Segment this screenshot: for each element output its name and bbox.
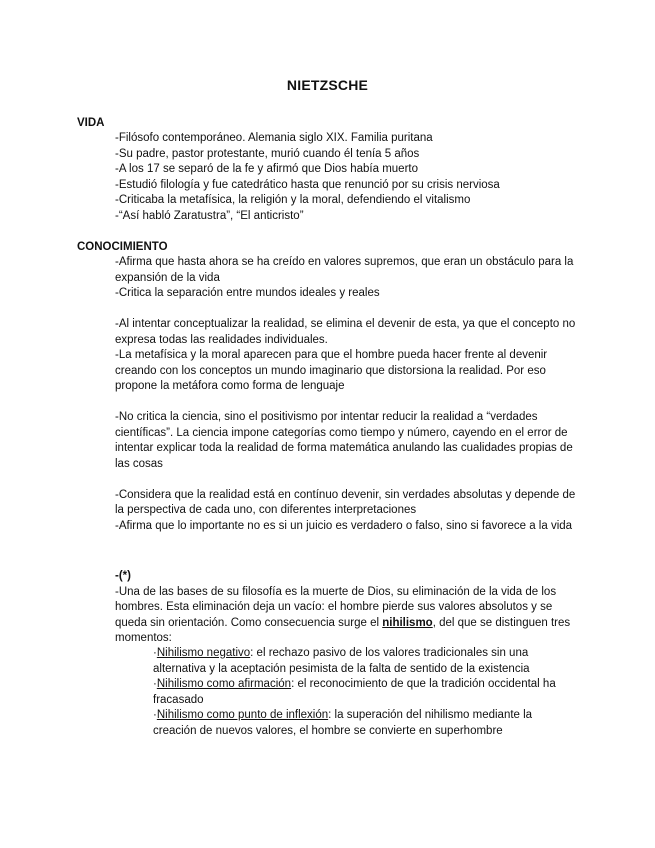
nihilismo-keyword: nihilismo: [382, 616, 433, 629]
moment-text: : el rechazo pasivo de los valores tradicionales sin una alternativa y la aceptación pesimista de la falta de sentido de la existencia: [153, 647, 530, 675]
page-title: NIETZSCHE: [286, 77, 369, 93]
nihilismo-intro-end: , del que se distinguen tres momentos:: [115, 616, 571, 644]
moment-text: : el reconocimiento de que la tradición occidental ha fracasado: [153, 678, 556, 706]
moment-text: : la superación del nihilismo mediante la creación de nuevos valores, el hombre se convierte en superhombre: [153, 709, 533, 737]
section-heading-conocimiento: CONOCIMIENTO: [77, 241, 168, 253]
conocimiento-paragraph: -Al intentar conceptualizar la realidad, se elimina el devenir de esta, ya que el concepto no expresa todas las realidades individuales.: [115, 318, 576, 346]
bullet-dot: ·: [153, 647, 157, 659]
moment-term: Nihilismo como afirmación: [156, 678, 292, 690]
nihilismo-intro-text: -Una de las bases de su filosofía es la muerte de Dios, su eliminación de la vida de los hombres. Esta eliminación deja un vacío: el hombre pierde sus valores absolutos y se queda sin orientación. Como consecuencia surge el: [115, 585, 557, 629]
conocimiento-paragraph: -Considera que la realidad está en contínuo devenir, sin verdades absolutas y depende de la perspectiva de cada uno, con diferentes interpretaciones: [115, 488, 576, 516]
vida-item: -Estudió filología y fue catedrático hasta que renunció por su crisis nerviosa: [115, 178, 500, 191]
conocimiento-body: [115, 255, 580, 534]
conocimiento-paragraph: -Afirma que lo importante no es si un juicio es verdadero o falso, sino si favorece a la vida: [115, 519, 573, 532]
bullet-dot: ·: [153, 678, 157, 690]
nihilismo-moment: [153, 646, 578, 677]
section-heading-vida: VIDA: [77, 117, 105, 129]
conocimiento-paragraph: -La metafísica y la moral aparecen para que el hombre pueda hacer frente al devenir creando con los conceptos un mundo imaginario que distorsiona la realidad. Por eso propone la metáfora como forma de lenguaje: [115, 349, 548, 392]
nihilismo-moment: [153, 677, 578, 708]
vida-item: -Criticaba la metafísica, la religión y la moral, defendiendo el vitalismo: [115, 194, 471, 206]
conocimiento-paragraph: -Afirma que hasta ahora se ha creído en valores supremos, que eran un obstáculo para la expansión de la vida: [115, 256, 574, 284]
nihilismo-intro: [115, 585, 580, 647]
nihilismo-moments: [153, 646, 578, 739]
vida-item: -“Así habló Zaratustra”, “El anticristo”: [115, 209, 304, 222]
moment-term: Nihilismo como punto de inflexión: [156, 709, 329, 721]
vida-item: -A los 17 se separó de la fe y afirmó que Dios había muerto: [115, 163, 418, 175]
nihilismo-moment: [153, 708, 578, 739]
vida-item: -Su padre, pastor protestante, murió cuando él tenía 5 años: [115, 147, 420, 160]
conocimiento-paragraph: -Critica la separación entre mundos ideales y reales: [115, 287, 380, 299]
section-heading-asterisk: -(*): [115, 570, 131, 582]
vida-list: [115, 131, 580, 224]
bullet-dot: ·: [153, 709, 157, 721]
conocimiento-paragraph: -No critica la ciencia, sino el positivismo por intentar reducir la realidad a “verdades científicas”. La ciencia impone categorías como tiempo y número, cayendo en el error de intentar explicar toda la realidad de forma matemática anulando las cualidades propias de las cosas: [115, 411, 573, 470]
moment-term: Nihilismo negativo: [156, 647, 251, 659]
nihilismo-body: [115, 569, 580, 647]
vida-item: -Filósofo contemporáneo. Alemania siglo XIX. Familia puritana: [115, 132, 433, 144]
